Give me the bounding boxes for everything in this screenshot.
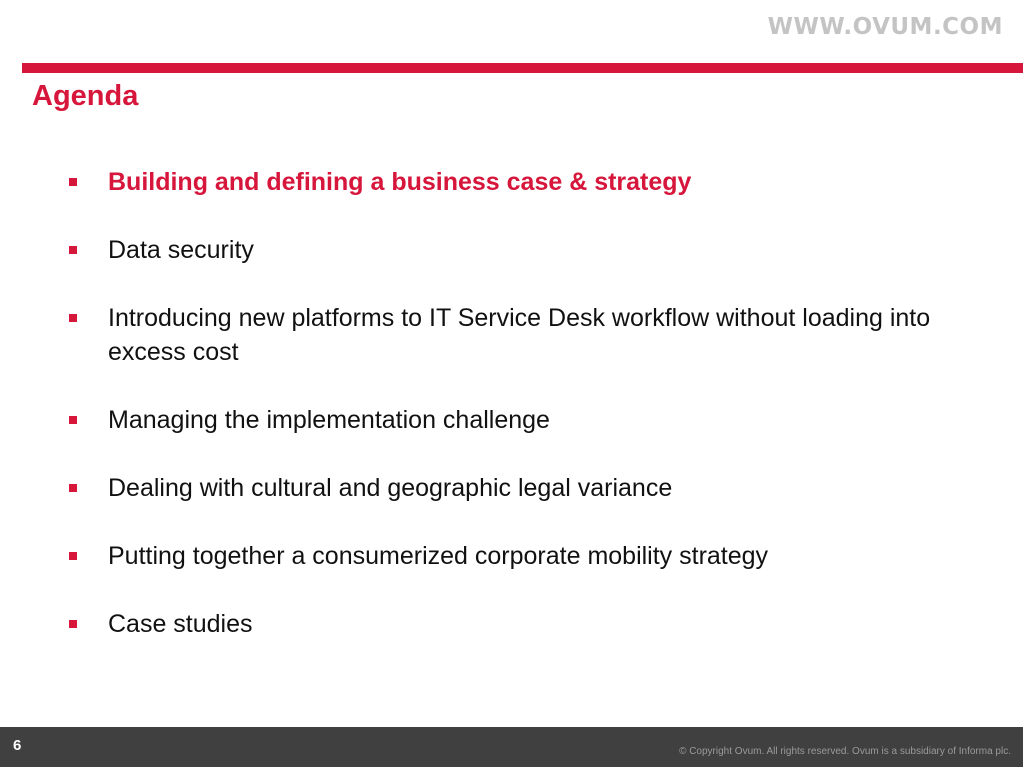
- agenda-item-business-case: [66, 165, 966, 199]
- square-bullet-icon: [69, 178, 77, 186]
- agenda-item-label: Building and defining a business case & strategy: [108, 168, 692, 196]
- agenda-item-label: Data security: [108, 236, 254, 264]
- agenda-item-label: Dealing with cultural and geographic legal variance: [108, 474, 673, 502]
- top-rule: [22, 63, 1023, 73]
- brand-url: WWW.OVUM.COM: [767, 14, 1003, 40]
- agenda-item-data-security: [66, 233, 966, 267]
- agenda-item-label: Introducing new platforms to IT Service Desk workflow without loading into excess cost: [108, 304, 931, 366]
- agenda-item-case-studies: [66, 607, 966, 641]
- agenda-list: [66, 165, 966, 675]
- square-bullet-icon: [69, 246, 77, 254]
- agenda-item-implementation: [66, 403, 966, 437]
- agenda-item-new-platforms: [66, 301, 966, 369]
- agenda-item-label: Putting together a consumerized corporate mobility strategy: [108, 542, 769, 570]
- agenda-item-label: Case studies: [108, 610, 253, 638]
- square-bullet-icon: [69, 416, 77, 424]
- slide-title: Agenda: [32, 80, 139, 112]
- copyright-notice: © Copyright Ovum. All rights reserved. Ovum is a subsidiary of Informa plc.: [679, 746, 1011, 757]
- agenda-item-cultural-legal: [66, 471, 966, 505]
- page-number: 6: [13, 737, 22, 754]
- agenda-item-mobility-strategy: [66, 539, 966, 573]
- footer-bar: [0, 727, 1023, 767]
- square-bullet-icon: [69, 552, 77, 560]
- agenda-item-label: Managing the implementation challenge: [108, 406, 550, 434]
- square-bullet-icon: [69, 484, 77, 492]
- square-bullet-icon: [69, 620, 77, 628]
- square-bullet-icon: [69, 314, 77, 322]
